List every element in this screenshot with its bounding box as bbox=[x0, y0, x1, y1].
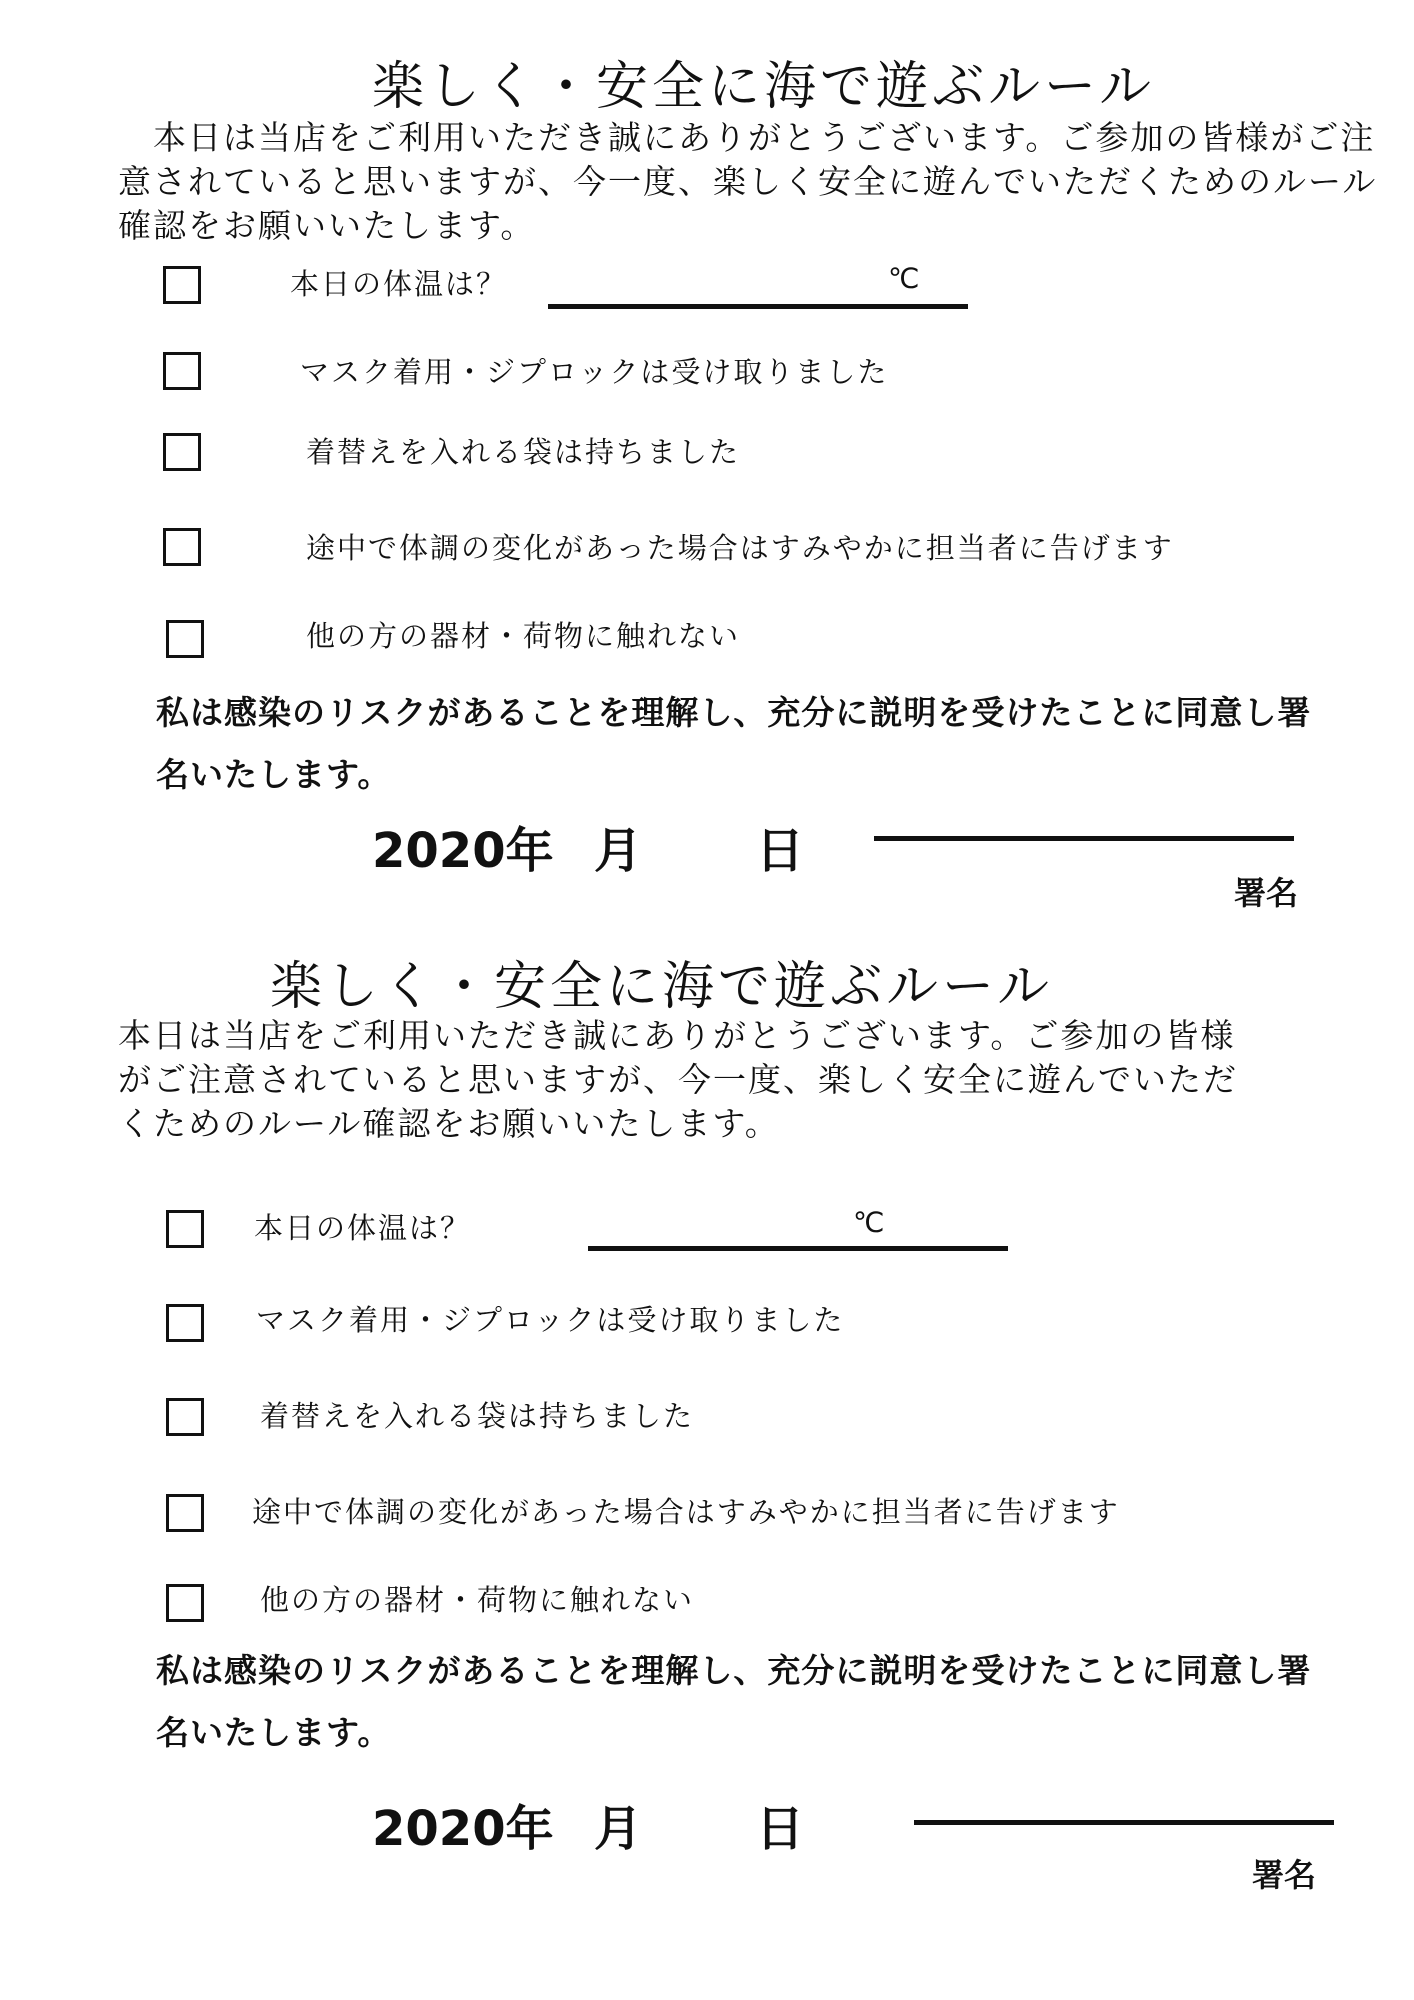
date-year: 2020年 bbox=[372, 1801, 554, 1857]
agreement-text: 私は感染のリスクがあることを理解し、充分に説明を受けたことに同意し署名いたします。 bbox=[156, 693, 1312, 794]
signature-line[interactable] bbox=[914, 1820, 1334, 1825]
checklist-item-temperature: 本日の体温は？ bbox=[290, 267, 508, 301]
checkbox-health-report[interactable] bbox=[166, 1494, 204, 1532]
checkbox-health-report[interactable] bbox=[163, 528, 201, 566]
checkbox-no-touch[interactable] bbox=[166, 1584, 204, 1622]
signature-label: 署名 bbox=[1252, 1856, 1317, 1894]
checklist-item-health-report: 途中で体調の変化があった場合はすみやかに担当者に告げます bbox=[306, 531, 1174, 565]
checkbox-no-touch[interactable] bbox=[166, 620, 204, 658]
checkbox-mask[interactable] bbox=[163, 352, 201, 390]
checklist-item-no-touch: 他の方の器材・荷物に触れない bbox=[306, 619, 741, 653]
agreement-text: 私は感染のリスクがあることを理解し、充分に説明を受けたことに同意し署名いたします。 bbox=[156, 1651, 1312, 1752]
checkbox-bag[interactable] bbox=[163, 433, 201, 471]
date-month: 月 bbox=[594, 823, 643, 879]
temperature-input-line[interactable] bbox=[588, 1246, 1008, 1251]
checklist-item-bag: 着替えを入れる袋は持ちました bbox=[306, 435, 741, 469]
date-day: 日 bbox=[756, 1801, 805, 1857]
checklist-item-mask: マスク着用・ジプロックは受け取りました bbox=[256, 1303, 845, 1337]
date-day: 日 bbox=[756, 823, 805, 879]
celsius-unit: ℃ bbox=[853, 1206, 885, 1239]
checklist-item-temperature: 本日の体温は？ bbox=[254, 1211, 472, 1245]
checkbox-temperature[interactable] bbox=[166, 1210, 204, 1248]
checkbox-bag[interactable] bbox=[166, 1398, 204, 1436]
checklist-item-bag: 着替えを入れる袋は持ちました bbox=[260, 1399, 695, 1433]
signature-label: 署名 bbox=[1234, 874, 1299, 912]
checklist-item-no-touch: 他の方の器材・荷物に触れない bbox=[260, 1583, 695, 1617]
celsius-unit: ℃ bbox=[888, 262, 920, 295]
temperature-input-line[interactable] bbox=[548, 304, 968, 309]
checklist-item-health-report: 途中で体調の変化があった場合はすみやかに担当者に告げます bbox=[252, 1495, 1120, 1529]
checklist-item-mask: マスク着用・ジプロックは受け取りました bbox=[300, 355, 889, 389]
checkbox-mask[interactable] bbox=[166, 1304, 204, 1342]
intro-text: 本日は当店をご利用いただき誠にありがとうございます。ご参加の皆様がご注意されていると思いますが、今一度、楽しく安全に遊んでいただくためのルール確認をお願いいたします。 bbox=[118, 118, 1378, 245]
checkbox-temperature[interactable] bbox=[163, 266, 201, 304]
date-year: 2020年 bbox=[372, 823, 554, 879]
signature-line[interactable] bbox=[874, 836, 1294, 841]
form-title: 楽しく・安全に海で遊ぶルール bbox=[270, 957, 1053, 1017]
form-title: 楽しく・安全に海で遊ぶルール bbox=[372, 57, 1155, 117]
date-month: 月 bbox=[594, 1801, 643, 1857]
intro-text: 本日は当店をご利用いただき誠にありがとうございます。ご参加の皆様がご注意されていると思いますが、今一度、楽しく安全に遊んでいただくためのルール確認をお願いいたします。 bbox=[118, 1016, 1238, 1143]
